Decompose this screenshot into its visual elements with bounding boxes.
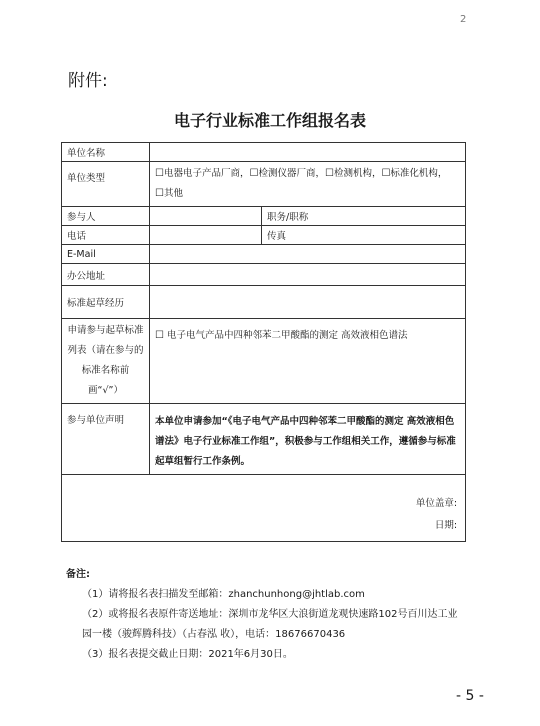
row-drafting-experience — [62, 286, 466, 319]
row-declaration — [62, 404, 466, 475]
email-field[interactable] — [150, 245, 466, 264]
email-label: E-Mail — [62, 245, 150, 264]
attachment-label: 附件: — [68, 71, 108, 91]
corner-mark: 2 — [460, 14, 467, 25]
row-unit-type — [62, 162, 466, 207]
row-email — [62, 245, 466, 264]
checkbox-icon: ☐ — [324, 168, 334, 179]
unit-type-option[interactable]: ☐电器电子产品厂商， — [155, 168, 250, 179]
phone-label: 电话 — [62, 226, 150, 245]
registration-form-table — [61, 142, 466, 542]
checkbox-icon: ☐ — [249, 168, 259, 179]
participant-label: 参与人 — [62, 207, 150, 226]
standard-list-cell — [150, 319, 466, 404]
row-address — [62, 264, 466, 286]
checkbox-icon[interactable]: ☐ — [155, 330, 164, 341]
standard-list-label: 申请参与起草标准列表（请在参与的标准名称前画“√”） — [62, 319, 150, 404]
phone-field[interactable] — [150, 226, 262, 245]
seal-cell — [62, 475, 466, 542]
unit-type-option[interactable]: ☐检测机构， — [324, 168, 382, 179]
date-label: 日期: — [434, 520, 458, 531]
row-participant — [62, 207, 466, 226]
row-unit-name — [62, 143, 466, 162]
note-item: （1）请将报名表扫描发至邮箱：zhanchunhong@jhtlab.com — [82, 589, 365, 600]
seal-label: 单位盖章: — [415, 498, 458, 509]
unit-type-option[interactable]: ☐检测仪器厂商， — [249, 168, 325, 179]
unit-type-option[interactable]: ☐标准化机构， — [381, 168, 448, 179]
drafting-experience-label: 标准起草经历 — [62, 286, 150, 319]
row-phone — [62, 226, 466, 245]
address-label: 办公地址 — [62, 264, 150, 286]
declaration-text: 本单位申请参加“《电子电气产品中四种邻苯二甲酸酯的测定 高效液相色谱法》电子行业标准工作组”，积极参与工作组相关工作，遵循参与标准起草组暂行工作条例。 — [150, 404, 466, 475]
participant-field[interactable] — [150, 207, 262, 226]
unit-type-options — [150, 162, 466, 207]
row-seal — [62, 475, 466, 542]
checkbox-icon: ☐ — [381, 168, 391, 179]
unit-name-label: 单位名称 — [62, 143, 150, 162]
fax-label: 传真 — [262, 226, 466, 245]
note-item: （2）或将报名表原件寄送地址：深圳市龙华区大浪街道龙观快速路102号百川达工业园一楼（骏辉腾科技）（占春泓 收），电话：18676670436 — [82, 609, 458, 640]
address-field[interactable] — [150, 264, 466, 286]
page-title: 电子行业标准工作组报名表 — [173, 111, 366, 130]
checkbox-icon: ☐ — [155, 188, 164, 199]
row-standard-list — [62, 319, 466, 404]
drafting-experience-field[interactable] — [150, 286, 466, 319]
declaration-label: 参与单位声明 — [62, 404, 150, 475]
unit-type-label: 单位类型 — [62, 162, 150, 207]
checkbox-icon: ☐ — [155, 168, 164, 179]
notes-title: 备注: — [66, 569, 90, 580]
page-number: - 5 - — [456, 688, 484, 704]
unit-name-field[interactable] — [150, 143, 466, 162]
title-label: 职务/职称 — [262, 207, 466, 226]
standard-item: 电子电气产品中四种邻苯二甲酸酯的测定 高效液相色谱法 — [167, 330, 408, 341]
unit-type-option[interactable]: ☐其他 — [155, 188, 183, 199]
notes-section — [66, 565, 466, 665]
note-item: （3）报名表提交截止日期：2021年6月30日。 — [82, 649, 293, 660]
